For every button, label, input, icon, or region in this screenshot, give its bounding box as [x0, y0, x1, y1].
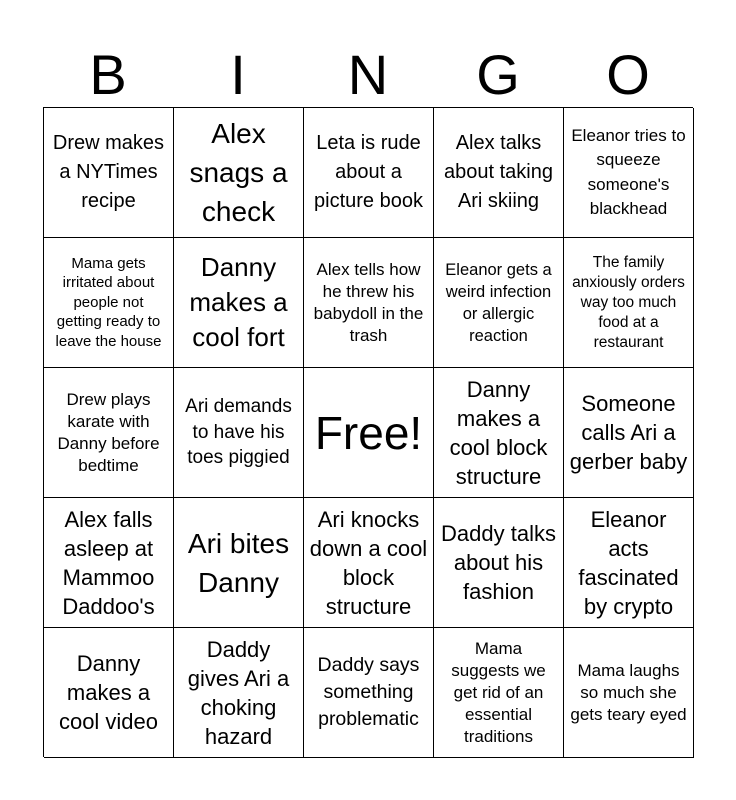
header-letter-g: G [476, 43, 520, 106]
cell-text: Drew plays karate with Danny before bedtime [57, 389, 160, 475]
bingo-cell[interactable] [434, 368, 564, 498]
bingo-cell[interactable] [434, 498, 564, 628]
bingo-header [43, 44, 693, 106]
cell-text: Danny makes a cool fort [189, 252, 288, 352]
cell-text: Ari bites Danny [187, 527, 290, 598]
cell-text: Alex talks about taking Ari skiing [444, 132, 553, 212]
bingo-cell[interactable] [174, 368, 304, 498]
cell-text: Eleanor tries to squeeze someone's blackhead [571, 125, 686, 218]
cell-text: Ari demands to have his toes piggied [185, 396, 292, 469]
header-letter-o: O [606, 43, 650, 106]
cell-text: Eleanor gets a weird infection or allergic reaction [445, 260, 552, 345]
cell-text: Mama gets irritated about people not getting ready to leave the house [55, 254, 162, 350]
cell-text: Alex falls asleep at Mammoo Daddoo's [62, 506, 155, 619]
cell-text: Daddy says something problematic [317, 654, 420, 730]
bingo-cell[interactable] [304, 108, 434, 238]
cell-text: Alex tells how he threw his babydoll in the trash [313, 259, 424, 345]
bingo-cell[interactable] [174, 238, 304, 368]
cell-text: Leta is rude about a picture book [314, 132, 423, 212]
bingo-cell[interactable] [434, 108, 564, 238]
bingo-cell[interactable] [44, 108, 174, 238]
bingo-cell[interactable] [174, 108, 304, 238]
bingo-cell[interactable] [564, 238, 694, 368]
bingo-cell[interactable] [434, 238, 564, 368]
cell-text: Drew makes a NYTimes recipe [52, 132, 165, 212]
cell-text: Daddy talks about his fashion [441, 521, 556, 604]
cell-text: Danny makes a cool video [58, 651, 159, 734]
cell-text: The family anxiously orders way too much food at a restaurant [572, 253, 685, 351]
bingo-card-grid [43, 107, 693, 757]
bingo-cell[interactable] [434, 628, 564, 758]
bingo-cell[interactable] [44, 368, 174, 498]
bingo-cell[interactable] [304, 238, 434, 368]
header-letter-n: N [347, 43, 389, 106]
bingo-cell[interactable] [44, 628, 174, 758]
free-space-text: Free! [314, 406, 423, 459]
cell-text: Danny makes a cool block structure [449, 376, 548, 489]
bingo-cell[interactable] [564, 108, 694, 238]
cell-text: Mama suggests we get rid of an essential traditions [451, 638, 546, 746]
cell-text: Eleanor acts fascinated by crypto [578, 506, 679, 619]
bingo-cell[interactable] [44, 238, 174, 368]
header-letter-b: B [89, 43, 127, 106]
bingo-cell[interactable] [304, 628, 434, 758]
header-letter-i: I [230, 43, 246, 106]
bingo-cell[interactable] [564, 628, 694, 758]
cell-text: Mama laughs so much she gets teary eyed [570, 660, 687, 724]
bingo-cell[interactable] [44, 498, 174, 628]
bingo-cell[interactable] [564, 368, 694, 498]
cell-text: Ari knocks down a cool block structure [309, 506, 428, 619]
bingo-cell[interactable] [564, 498, 694, 628]
cell-text: Alex snags a check [189, 118, 288, 227]
bingo-cell[interactable] [174, 628, 304, 758]
bingo-cell[interactable] [304, 498, 434, 628]
free-space-cell[interactable] [304, 368, 434, 498]
cell-text: Daddy gives Ari a choking hazard [187, 636, 290, 749]
cell-text: Someone calls Ari a gerber baby [569, 391, 688, 474]
bingo-cell[interactable] [174, 498, 304, 628]
